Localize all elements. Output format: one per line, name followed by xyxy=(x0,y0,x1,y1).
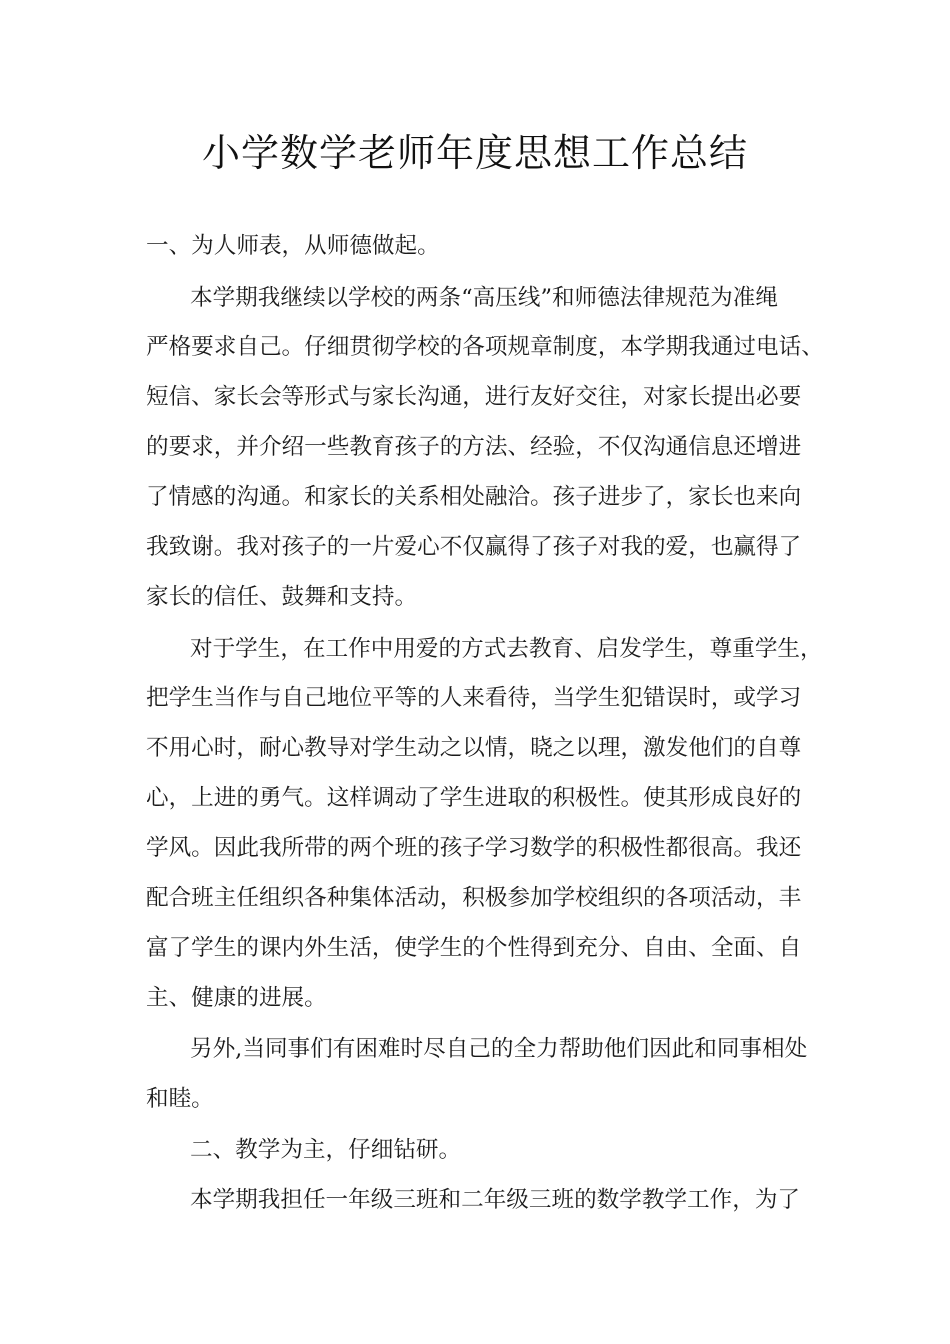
document-title: 小学数学老师年度思想工作总结 xyxy=(201,131,748,175)
paragraph-line: 短信、家长会等形式与家长沟通，进行友好交往，对家长提出必要 xyxy=(146,384,802,410)
paragraph-line: 对于学生，在工作中用爱的方式去教育、启发学生，尊重学生， xyxy=(190,636,823,662)
paragraph-line: 富了学生的课内外生活，使学生的个性得到充分、自由、全面、自 xyxy=(146,935,802,961)
paragraph-line: 家长的信任、鼓舞和支持。 xyxy=(146,584,418,610)
paragraph-line: 本学期我担任一年级三班和二年级三班的数学教学工作，为了 xyxy=(190,1187,801,1213)
paragraph-line: 配合班主任组织各种集体活动，积极参加学校组织的各项活动，丰 xyxy=(146,885,802,911)
paragraph-line: 的要求，并介绍一些教育孩子的方法、经验，不仅沟通信息还增进 xyxy=(146,434,802,460)
paragraph-line: 主、健康的进展。 xyxy=(146,985,327,1011)
paragraph-line: 和睦。 xyxy=(146,1086,214,1112)
paragraph-line: 严格要求自己。仔细贯彻学校的各项规章制度，本学期我通过电话、 xyxy=(146,334,824,360)
paragraph-line: 把学生当作与自己地位平等的人来看待，当学生犯错误时，或学习 xyxy=(146,685,802,711)
paragraph-line: 心，上进的勇气。这样调动了学生进取的积极性。使其形成良好的 xyxy=(146,785,802,811)
paragraph-line: 不用心时，耐心教导对学生动之以情，晓之以理，激发他们的自尊 xyxy=(146,735,802,761)
section-heading-2: 二、教学为主，仔细钻研。 xyxy=(190,1137,462,1163)
paragraph-line: 我致谢。我对孩子的一片爱心不仅赢得了孩子对我的爱，也赢得了 xyxy=(146,534,802,560)
section-heading-1: 一、为人师表，从师德做起。 xyxy=(146,233,440,259)
paragraph-line: 本学期我继续以学校的两条“高压线”和师德法律规范为准绳 xyxy=(190,285,778,311)
paragraph-line: 另外,当同事们有困难时尽自己的全力帮助他们因此和同事相处 xyxy=(190,1036,808,1062)
paragraph-line: 学风。因此我所带的两个班的孩子学习数学的积极性都很高。我还 xyxy=(146,835,802,861)
paragraph-line: 了情感的沟通。和家长的关系相处融洽。孩子进步了，家长也来向 xyxy=(146,484,802,510)
